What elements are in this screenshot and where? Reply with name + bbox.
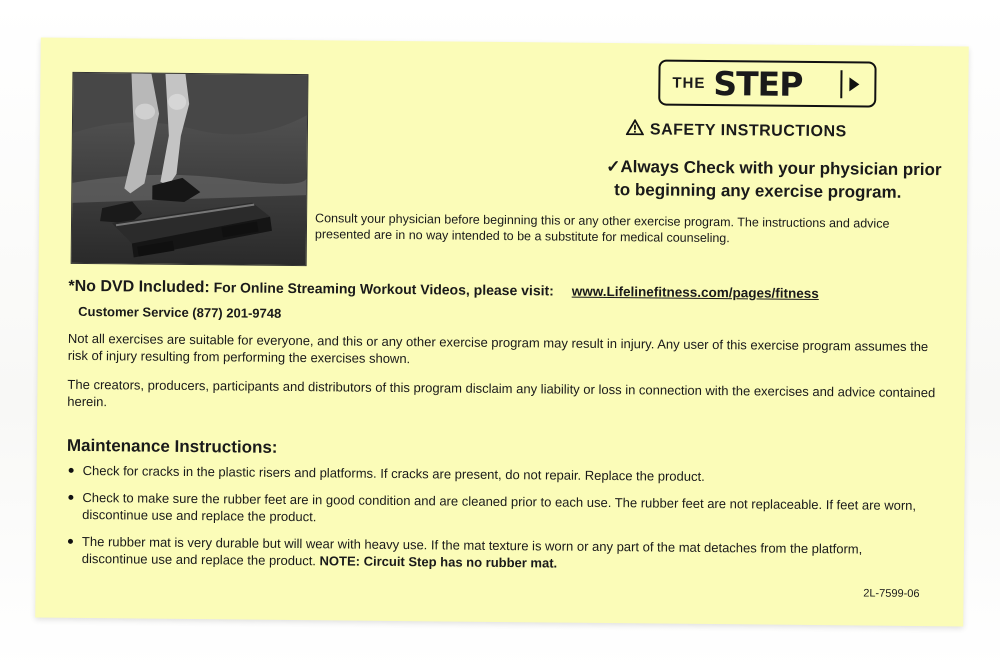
list-item — [66, 533, 926, 575]
fitness-url: www.Lifelinefitness.com/pages/fitness — [571, 283, 819, 302]
streaming-text: For Online Streaming Workout Videos, — [213, 279, 470, 298]
maintenance-title: Maintenance Instructions: — [66, 435, 278, 457]
document-code: 2L-7599-06 — [863, 587, 920, 601]
liability-paragraph: The creators, producers, participants and distributors of this program disclaim any liability or loss in connection with the exercises and advice contained herein. — [67, 376, 936, 410]
step-platform-image — [72, 73, 308, 265]
play-arrow-icon — [840, 70, 864, 98]
instruction-card — [35, 38, 969, 627]
the-step-logo — [658, 59, 876, 107]
risk-paragraph: Not all exercises are suitable for everyone, and this or any other exercise program may result in injury. Any user of this exercise program assumes the risk of injury resulting from performing the exercises shown. — [67, 330, 929, 367]
bullet-icon — [68, 495, 73, 500]
logo-step-text: STEP — [713, 63, 803, 104]
maintenance-list — [66, 462, 927, 585]
bullet-icon — [69, 468, 74, 473]
physician-warning-line2: to beginning any exercise program. — [614, 180, 902, 202]
logo-the-text: THE — [672, 74, 706, 92]
no-dvd-label: *No DVD Included: — [68, 277, 210, 297]
warning-icon — [626, 119, 644, 140]
dvd-notice — [68, 278, 938, 304]
maintenance-item-text: The rubber mat is very durable but will wear with heavy use. If the mat texture is worn or any part of the mat detaches from the platform, discontinue use and replace the product. — [81, 533, 863, 569]
safety-title: SAFETY INSTRUCTIONS — [649, 120, 847, 140]
customer-service: Customer Service (877) 201-9748 — [78, 303, 282, 321]
consult-paragraph: Consult your physician before beginning this or any other exercise program. The instructions and advice presented are in no way intended to be a substitute for medical counseling. — [314, 211, 890, 246]
list-item — [66, 489, 926, 531]
product-photo — [71, 72, 309, 266]
bullet-icon — [68, 539, 73, 544]
maintenance-item-text: Check to make sure the rubber feet are in good condition and are cleaned prior to each use. The rubber feet are not replaceable. If feet are worn, discontinue use and replace the product. — [82, 489, 917, 525]
maintenance-item-text: Check for cracks in the plastic risers and platforms. If cracks are present, do not repair. Replace the product. — [82, 462, 705, 484]
list-item — [67, 462, 927, 487]
physician-warning — [541, 154, 941, 204]
physician-warning-line1: Always Check with your physician prior — [620, 157, 942, 180]
please-visit-text: please visit: — [473, 281, 554, 299]
checkmark-icon: ✓ — [606, 156, 621, 177]
safety-heading — [626, 119, 847, 142]
maintenance-note: NOTE: Circuit Step has no rubber mat. — [319, 553, 558, 571]
